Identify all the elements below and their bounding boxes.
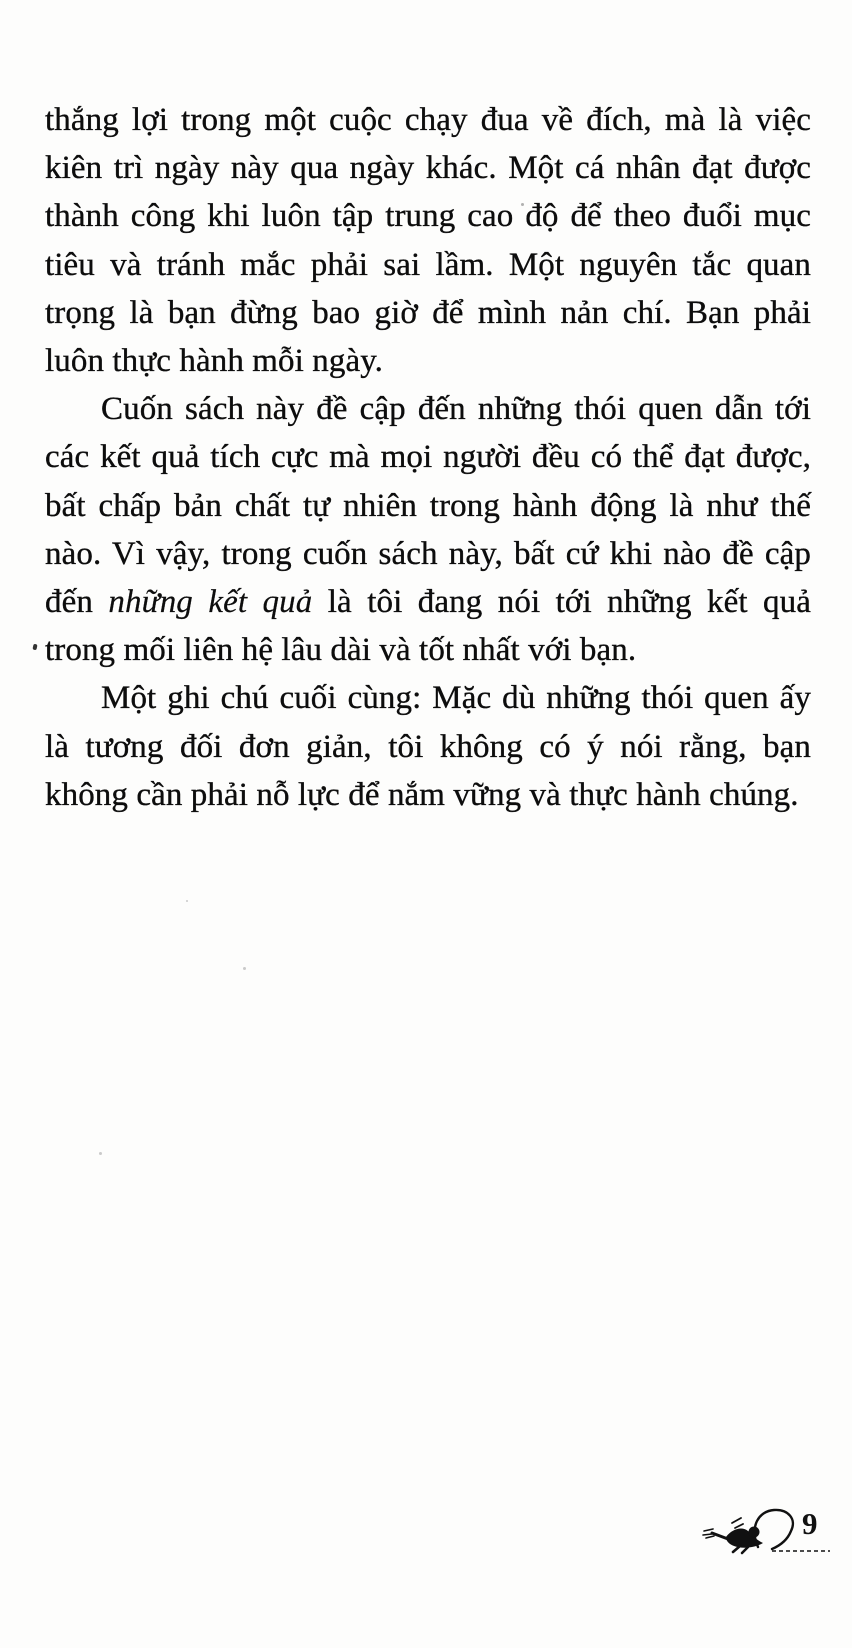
scan-speck [186, 900, 188, 902]
scan-speck [32, 644, 37, 651]
scan-speck [521, 203, 524, 206]
page-footer [690, 1500, 845, 1560]
body-text [45, 96, 811, 819]
scan-speck [99, 1152, 102, 1155]
paragraph-2 [45, 385, 811, 674]
paragraph-2-text-after: là tôi đang nói tới những kết quả trong mối liên hệ lâu dài và tốt nhất với bạn. [45, 584, 811, 669]
scan-speck [243, 967, 246, 970]
paragraph-1 [45, 96, 811, 385]
paragraph-2-text-before: Cuốn sách này đề cập đến những thói quen dẫn tới các kết quả tích cực mà mọi người đều có thể đạt được, bất chấp bản chất tự nhiên trong hành động là như thế nào. Vì vậy, trong cuốn sách này, bất cứ khi nào đề cập đến [45, 391, 811, 621]
page-number: 9 [802, 1506, 818, 1541]
paragraph-3 [45, 674, 811, 819]
diving-figure-doodle-icon [690, 1500, 840, 1560]
paragraph-3-text: Một ghi chú cuối cùng: Mặc dù những thói quen ấy là tương đối đơn giản, tôi không có ý nói rằng, bạn không cần phải nỗ lực để nắm vững và thực hành chúng. [45, 680, 811, 813]
paragraph-1-text: thắng lợi trong một cuộc chạy đua về đích, mà là việc kiên trì ngày này qua ngày khác. Một cá nhân đạt được thành công khi luôn tập trung cao độ để theo đuổi mục tiêu và tránh mắc phải sai lầm. Một nguyên tắc quan trọng là bạn đừng bao giờ để mình nản chí. Bạn phải luôn thực hành mỗi ngày. [45, 102, 811, 380]
italic-phrase: những kết quả [108, 584, 313, 621]
